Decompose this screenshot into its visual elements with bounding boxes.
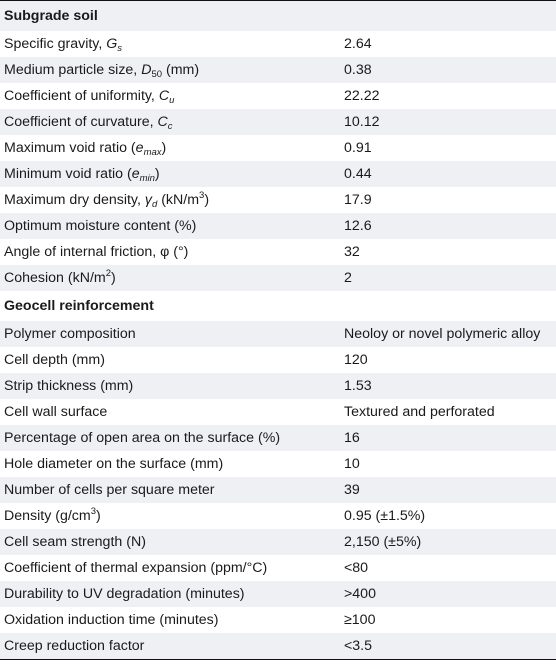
label-suffix: ) xyxy=(96,508,101,524)
superscript: 2 xyxy=(105,268,112,279)
symbol: D xyxy=(141,62,152,78)
subscript: max xyxy=(143,147,162,158)
label-suffix: ) xyxy=(111,270,116,286)
label-suffix: ) xyxy=(204,192,210,208)
section-heading: Subgrade soil xyxy=(0,1,556,32)
symbol: γ xyxy=(144,192,152,208)
label-text: Percentage of open area on the surface (%) xyxy=(4,430,281,446)
property-value: 1.53 xyxy=(340,373,556,399)
label-text: Minimum void ratio ( xyxy=(4,166,132,182)
superscript: 3 xyxy=(90,506,97,517)
label-text: Cohesion (kN/m xyxy=(4,270,106,286)
property-value: 0.44 xyxy=(340,161,556,187)
superscript: 3 xyxy=(199,190,205,201)
property-row xyxy=(0,161,556,187)
property-label xyxy=(0,425,340,451)
property-label xyxy=(0,135,340,161)
subscript: min xyxy=(139,173,155,184)
label-text: Density (g/cm xyxy=(4,508,91,524)
label-text: Oxidation induction time (minutes) xyxy=(4,612,219,628)
subscript: c xyxy=(167,121,173,132)
subscript: s xyxy=(117,43,123,54)
property-row xyxy=(0,529,556,555)
label-suffix: (mm) xyxy=(162,62,200,78)
label-text: Cell seam strength (N) xyxy=(4,534,146,550)
property-row xyxy=(0,555,556,581)
property-label xyxy=(0,57,340,83)
property-value: 10 xyxy=(344,456,360,472)
property-row xyxy=(0,57,556,83)
label-suffix: ) xyxy=(161,140,167,156)
section-heading-row xyxy=(0,1,556,32)
property-label xyxy=(0,83,340,109)
subscript: u xyxy=(169,95,175,106)
property-row xyxy=(0,477,556,503)
property-label xyxy=(0,347,340,373)
section-heading-row xyxy=(0,291,556,321)
property-value: 32 xyxy=(344,244,360,260)
property-row xyxy=(0,135,556,161)
label-text: Optimum moisture content (%) xyxy=(4,218,197,234)
property-value: 10.12 xyxy=(340,109,556,135)
label-suffix: (kN/m xyxy=(157,192,200,208)
label-text: Cell depth (mm) xyxy=(4,352,105,368)
label-text: Coefficient of curvature, xyxy=(4,114,158,130)
property-row xyxy=(0,425,556,451)
label-suffix: ) xyxy=(154,166,160,182)
property-row xyxy=(0,187,556,213)
property-value: Textured and perforated xyxy=(344,404,495,420)
label-text: Cell wall surface xyxy=(4,404,108,420)
property-row xyxy=(0,265,556,291)
property-value: >400 xyxy=(340,581,556,607)
label-text: Durability to UV degradation (minutes) xyxy=(4,586,245,602)
property-label xyxy=(0,633,340,660)
symbol: G xyxy=(106,36,118,52)
subscript: 50 xyxy=(151,69,163,80)
property-label xyxy=(0,373,340,399)
property-label xyxy=(0,187,340,213)
label-text: Medium particle size, xyxy=(4,62,142,78)
property-row xyxy=(0,83,556,109)
symbol: e xyxy=(131,166,140,182)
property-value: ≥100 xyxy=(344,612,376,628)
property-value: 0.38 xyxy=(340,57,556,83)
property-value: 22.22 xyxy=(344,88,380,104)
property-label xyxy=(0,477,340,503)
label-text: Hole diameter on the surface (mm) xyxy=(4,456,224,472)
label-text: Coefficient of thermal expansion (ppm/°C) xyxy=(4,560,268,576)
property-label xyxy=(0,607,340,633)
property-row xyxy=(0,607,556,633)
property-row xyxy=(0,399,556,425)
property-row xyxy=(0,109,556,135)
property-value: 2 xyxy=(340,265,556,291)
property-row xyxy=(0,239,556,265)
property-label xyxy=(0,555,340,581)
property-row xyxy=(0,321,556,347)
symbol: e xyxy=(135,140,144,156)
property-label xyxy=(0,109,340,135)
property-value: 0.95 (±1.5%) xyxy=(344,508,426,524)
property-value: 2,150 (±5%) xyxy=(340,529,556,555)
property-row xyxy=(0,213,556,239)
property-row xyxy=(0,347,556,373)
property-row xyxy=(0,451,556,477)
properties-table-body xyxy=(0,1,556,660)
property-value: 2.64 xyxy=(344,36,372,52)
label-text: Creep reduction factor xyxy=(4,638,145,654)
label-text: Angle of internal friction, φ (°) xyxy=(4,244,189,260)
label-text: Number of cells per square meter xyxy=(4,482,215,498)
subscript: d xyxy=(151,199,158,210)
property-row xyxy=(0,633,556,660)
property-value: Neoloy or novel polymeric alloy xyxy=(340,321,556,347)
property-label xyxy=(0,321,340,347)
property-label xyxy=(0,265,340,291)
label-text: Strip thickness (mm) xyxy=(4,378,134,394)
property-value: 39 xyxy=(340,477,556,503)
label-text: Maximum dry density, xyxy=(4,192,145,208)
property-label xyxy=(0,581,340,607)
property-row xyxy=(0,31,556,57)
symbol: C xyxy=(158,88,170,104)
property-row xyxy=(0,373,556,399)
property-row xyxy=(0,581,556,607)
property-label xyxy=(0,529,340,555)
symbol: C xyxy=(157,114,168,130)
label-text: Maximum void ratio ( xyxy=(4,140,136,156)
label-text: Coefficient of uniformity, xyxy=(4,88,159,104)
label-text: Polymer composition xyxy=(4,326,136,342)
section-heading: Geocell reinforcement xyxy=(4,298,154,314)
property-value: <80 xyxy=(344,560,369,576)
label-text: Specific gravity, xyxy=(4,36,107,52)
property-label xyxy=(0,161,340,187)
property-label xyxy=(0,213,340,239)
property-value: 17.9 xyxy=(344,192,372,208)
property-label xyxy=(0,399,340,425)
property-value: 120 xyxy=(344,352,368,368)
property-row xyxy=(0,503,556,529)
property-label xyxy=(0,239,340,265)
property-value: 16 xyxy=(340,425,556,451)
property-label xyxy=(0,503,340,529)
property-label xyxy=(0,31,340,57)
property-value: 0.91 xyxy=(344,140,372,156)
property-label xyxy=(0,451,340,477)
property-value: 12.6 xyxy=(340,213,556,239)
property-value: <3.5 xyxy=(340,633,556,660)
